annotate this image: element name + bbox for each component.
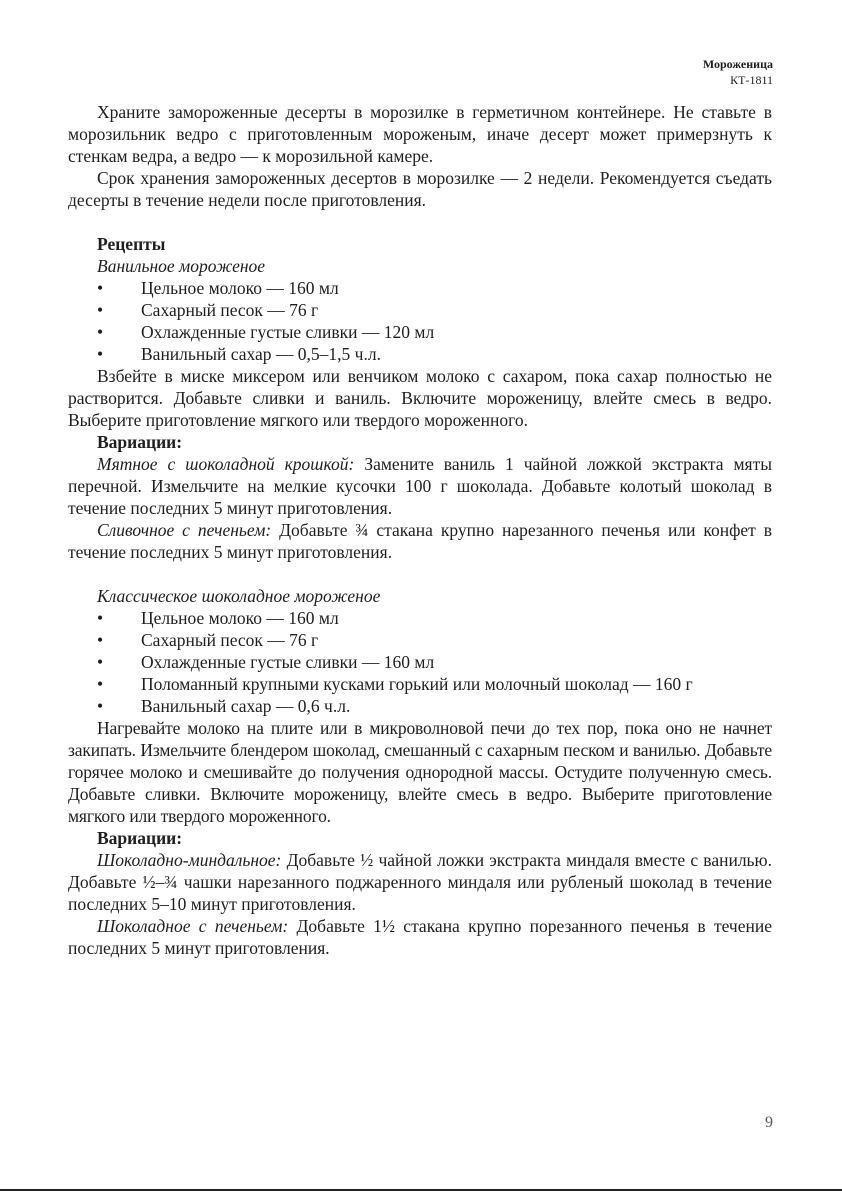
list-item: • Сахарный песок — 76 г: [97, 300, 319, 320]
variation-name: Мятное с шоколадной крошкой:: [97, 454, 355, 474]
storage-paragraph-1: Храните замороженные десерты в морозилке в герметичном контейнере. Не ставьте в морозильник ведро с приготовленным мороженым, иначе десерт может примерзнуть к стенкам ведра, а ведро — к морозильной камере.: [68, 102, 772, 166]
variation-text: Добавьте ¾ стакана крупно нарезанного печенья или конфет в течение последних 5 минут приготовления.: [68, 520, 772, 562]
variations-heading: Вариации:: [97, 432, 183, 452]
bullet-icon: •: [97, 652, 104, 672]
spacer: [68, 563, 772, 585]
variation-almond: [68, 849, 772, 915]
variation-text: Замените ваниль 1 чайной ложкой экстракта мяты перечной. Измельчите на мелкие кусочки 100 г шоколада. Добавьте колотый шоколад в течение последних 5 минут приготовления.: [68, 454, 773, 518]
list-item: • Сахарный песок — 76 г: [97, 630, 319, 650]
bottom-divider: [0, 1189, 842, 1191]
variation-name: Шоколадно-миндальное:: [97, 850, 282, 870]
bullet-icon: •: [97, 300, 104, 320]
list-item: • Цельное молоко — 160 мл: [97, 278, 339, 298]
variation-cookies: [68, 519, 772, 563]
page-number: 9: [765, 1114, 773, 1131]
variation-name: Шоколадное с печеньем:: [97, 916, 289, 936]
recipe-title-chocolate: Классическое шоколадное мороженое: [97, 586, 381, 606]
list-item: • Ванильный сахар — 0,5–1,5 ч.л.: [97, 344, 381, 364]
bullet-icon: •: [97, 608, 104, 628]
bullet-icon: •: [97, 278, 104, 298]
bullet-icon: •: [97, 674, 104, 694]
bullet-icon: •: [97, 344, 104, 364]
recipe-title-vanilla: Ванильное мороженое: [97, 256, 266, 276]
bullet-icon: •: [97, 630, 104, 650]
bullet-icon: •: [97, 322, 104, 342]
list-item: • Поломанный крупными кусками горький или молочный шоколад — 160 г: [97, 674, 693, 694]
spacer: [68, 211, 772, 233]
list-item: • Цельное молоко — 160 мл: [97, 608, 339, 628]
storage-paragraph-2: Срок хранения замороженных десертов в морозилке — 2 недели. Рекомендуется съедать десерты в течение недели после приготовления.: [68, 168, 772, 210]
product-title: Мороженица: [702, 57, 773, 71]
page-content: [68, 101, 772, 959]
variation-mint: [68, 453, 772, 519]
bullet-icon: •: [97, 696, 104, 716]
list-item: • Охлажденные густые сливки — 120 мл: [97, 322, 435, 342]
list-item: • Ванильный сахар — 0,6 ч.л.: [97, 696, 351, 716]
page-header: [703, 56, 773, 88]
variation-name: Сливочное с печеньем:: [97, 520, 272, 540]
variation-chocolate-cookies: [68, 915, 772, 959]
variation-text: Добавьте ½ чайной ложки экстракта миндаля вместе с ванилью. Добавьте ½–¾ чашки нарезанного поджаренного миндаля или рубленый шоколад в течение последних 5–10 минут приготовления.: [68, 850, 772, 914]
ingredient-list-chocolate: [68, 607, 772, 717]
recipes-heading: Рецепты: [97, 234, 166, 254]
variation-text: Добавьте 1½ стакана крупно порезанного печенья в течение последних 5 минут приготовления.: [68, 916, 772, 958]
variations-heading: Вариации:: [97, 828, 183, 848]
instructions-vanilla: Взбейте в миске миксером или венчиком молоко с сахаром, пока сахар полностью не растворится. Добавьте сливки и ваниль. Включите мороженицу, влейте смесь в ведро. Выберите приготовление мягкого или твердого мороженного.: [68, 366, 772, 430]
instructions-chocolate: Нагревайте молоко на плите или в микроволновой печи до тех пор, пока оно не начнет закипать. Измельчите блендером шоколад, смешанный с сахарным песком и ванилью. Добавьте горячее молоко и смешивайте до получения однородной массы. Остудите полученную смесь. Добавьте сливки. Включите мороженицу, влейте смесь в ведро. Выберите приготовление мягкого или твердого мороженного.: [68, 718, 772, 826]
model-number: КТ-1811: [730, 73, 773, 87]
ingredient-list-vanilla: [68, 277, 772, 365]
list-item: • Охлажденные густые сливки — 160 мл: [97, 652, 435, 672]
